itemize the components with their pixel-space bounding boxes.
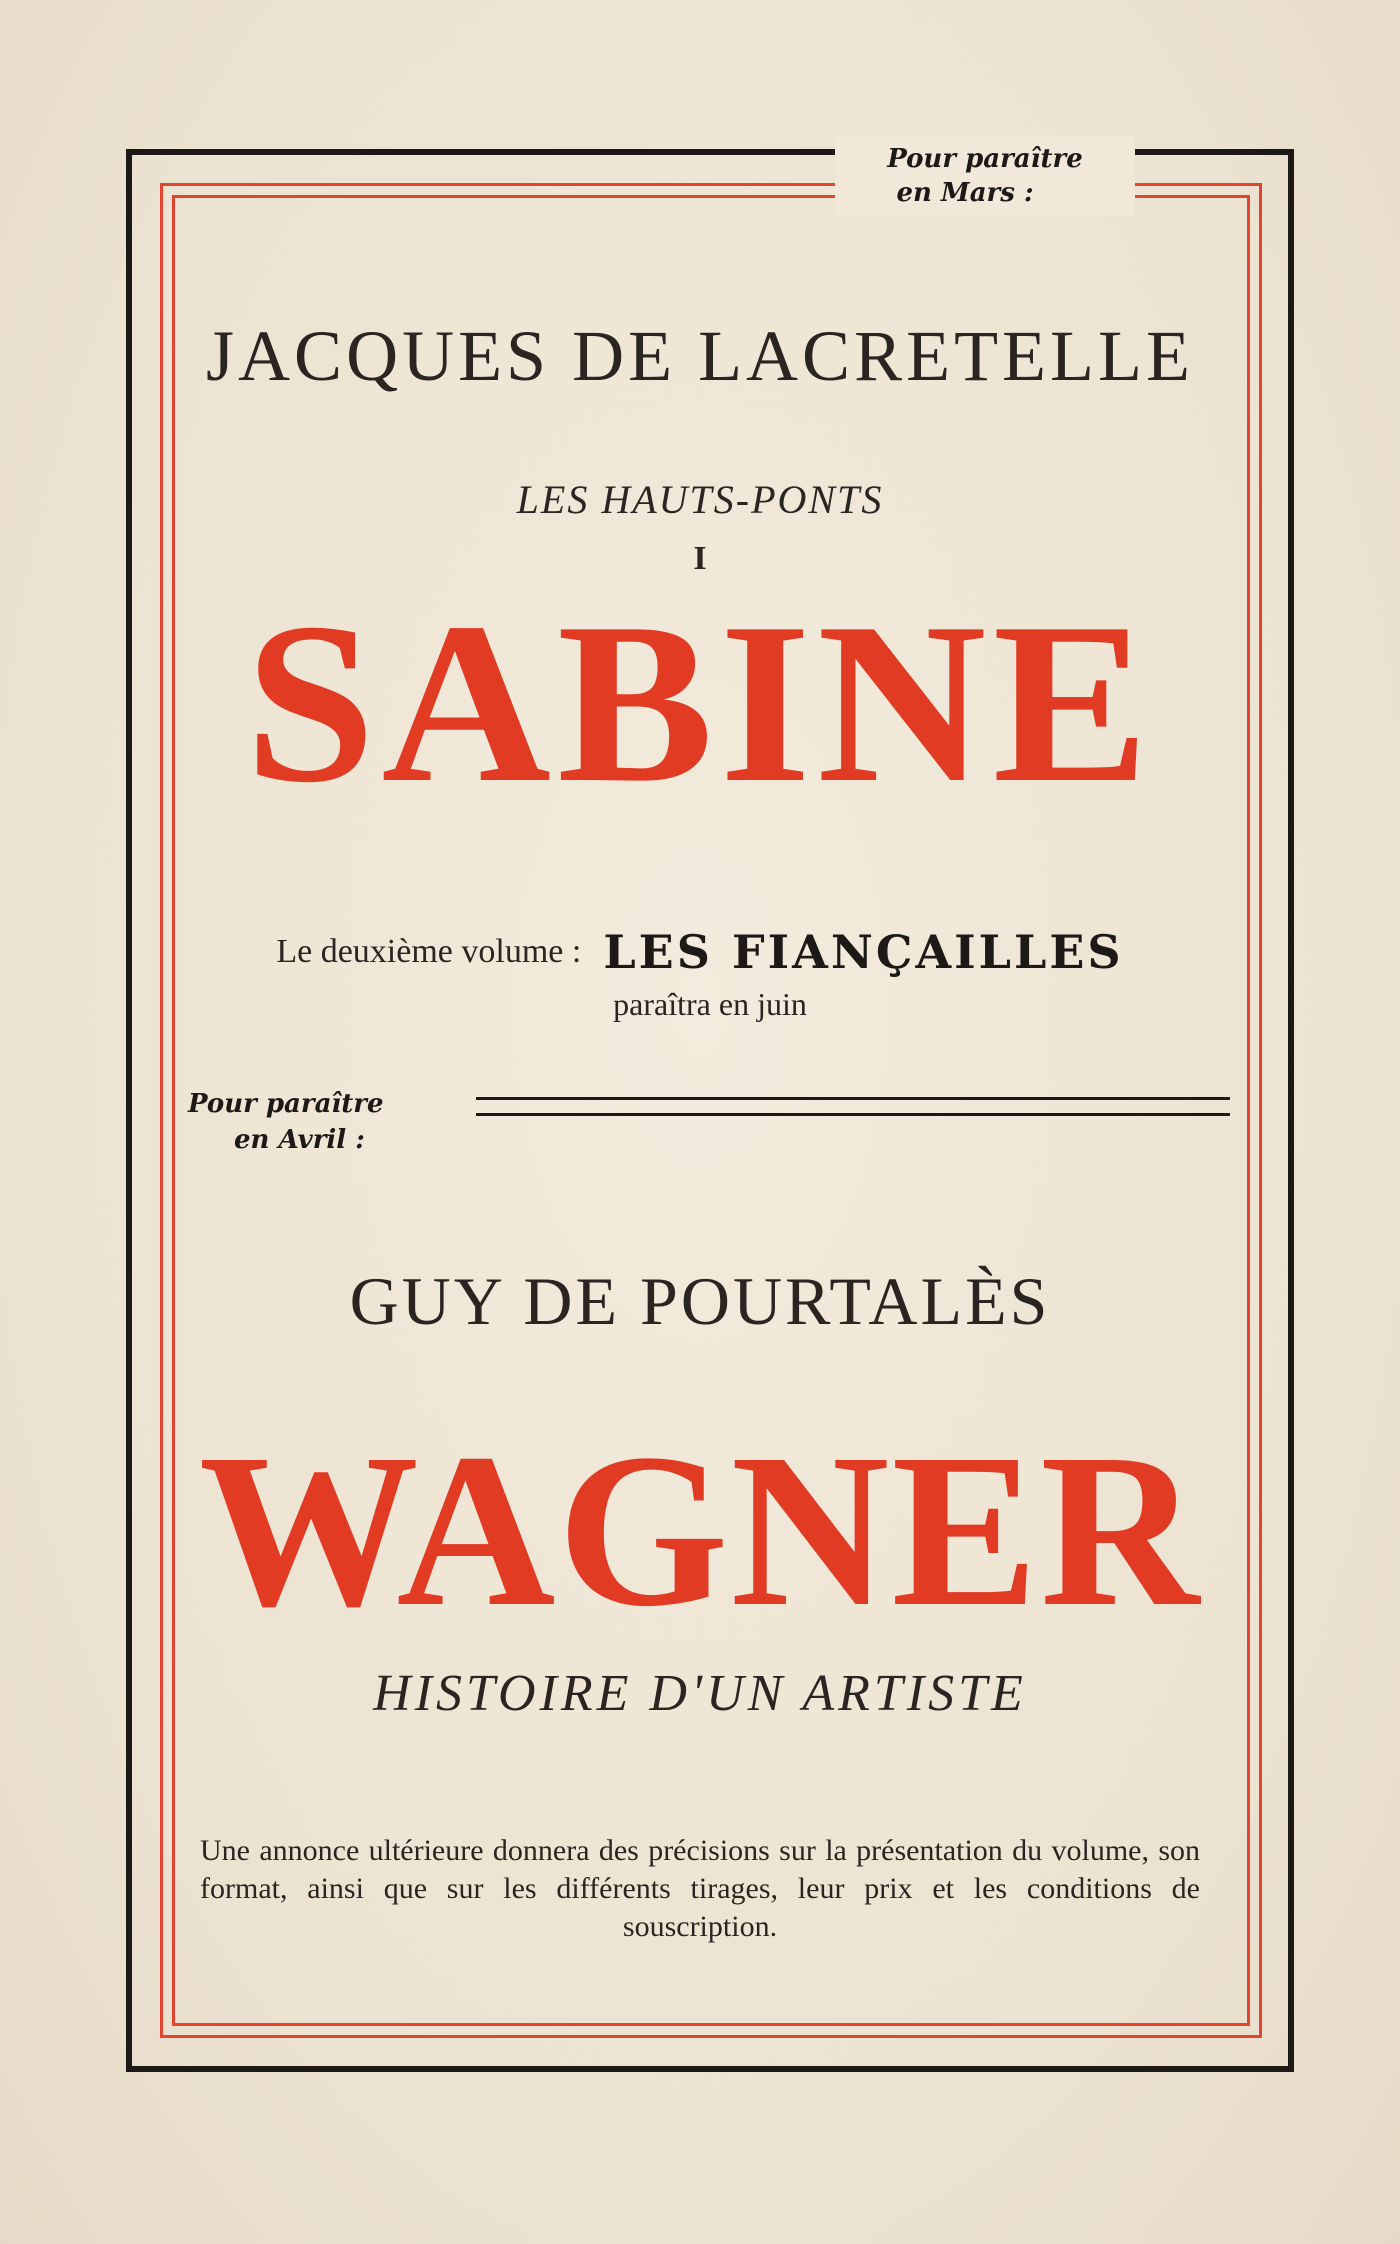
release-label-mars: [840, 142, 1130, 210]
subscription-note: Une annonce ultérieure donnera des précisions sur la présentation du volume, son format, ainsi que sur les différents tirages, leur prix et les conditions de souscription.: [200, 1834, 1200, 1943]
next-volume-line: [0, 925, 1400, 979]
book-subtitle-wagner: HISTOIRE D'UN ARTISTE: [373, 1665, 1027, 1722]
divider-rule-top: [476, 1097, 1230, 1100]
next-volume-intro: Le deuxième volume :: [276, 933, 582, 970]
next-volume-date: paraîtra en juin: [613, 986, 807, 1022]
author-lacretelle: JACQUES DE LACRETELLE: [206, 316, 1194, 396]
release-label-mars-line1: Pour paraître: [887, 144, 1083, 174]
release-label-avril: [188, 1086, 478, 1158]
divider-rule-bottom: [476, 1113, 1230, 1116]
book-title-sabine: SABINE: [244, 575, 1156, 830]
series-title: LES HAUTS-PONTS: [516, 477, 884, 522]
release-label-avril-line2: en Avril :: [234, 1125, 365, 1155]
author-pourtales: GUY DE POURTALÈS: [349, 1263, 1051, 1339]
release-label-avril-line1: Pour paraître: [188, 1089, 384, 1119]
book-title-wagner: WAGNER: [198, 1408, 1202, 1652]
release-label-mars-line2: en Mars :: [896, 178, 1034, 208]
next-volume-title: LES FIANÇAILLES: [603, 925, 1124, 979]
series-number: I: [693, 540, 707, 577]
